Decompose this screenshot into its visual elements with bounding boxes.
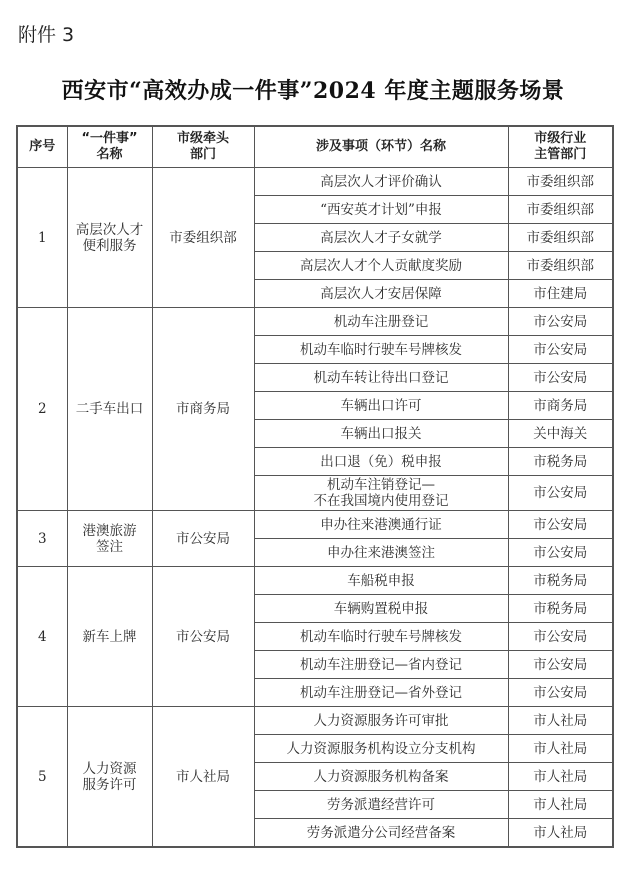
industry-dept: 市委组织部 — [508, 252, 613, 280]
industry-dept: 市税务局 — [508, 567, 613, 595]
group-lead-dept: 市公安局 — [152, 567, 254, 707]
matter-item: 车船税申报 — [254, 567, 508, 595]
matter-item: 人力资源服务机构备案 — [254, 763, 508, 791]
group-lead-dept: 市委组织部 — [152, 168, 254, 308]
industry-dept: 市人社局 — [508, 707, 613, 735]
matter-item: 劳务派遣分公司经营备案 — [254, 819, 508, 848]
table-row — [17, 511, 613, 539]
industry-dept: 市人社局 — [508, 763, 613, 791]
industry-dept: 市商务局 — [508, 392, 613, 420]
group-lead-dept: 市商务局 — [152, 308, 254, 511]
group-lead-dept: 市公安局 — [152, 511, 254, 567]
group-index: 4 — [17, 567, 67, 707]
header-matter-name: “一件事” 名称 — [67, 126, 152, 168]
group-matter-name: 新车上牌 — [67, 567, 152, 707]
industry-dept: 市公安局 — [508, 651, 613, 679]
industry-dept: 市税务局 — [508, 595, 613, 623]
header-items: 涉及事项（环节）名称 — [254, 126, 508, 168]
industry-dept: 市委组织部 — [508, 224, 613, 252]
industry-dept: 市公安局 — [508, 679, 613, 707]
matter-item: 机动车临时行驶车号牌核发 — [254, 336, 508, 364]
matter-item: 机动车转让待出口登记 — [254, 364, 508, 392]
industry-dept: 市公安局 — [508, 308, 613, 336]
matter-item: 车辆购置税申报 — [254, 595, 508, 623]
matter-item: 高层次人才评价确认 — [254, 168, 508, 196]
matter-item: 劳务派遣经营许可 — [254, 791, 508, 819]
group-index: 5 — [17, 707, 67, 848]
industry-dept: 市公安局 — [508, 623, 613, 651]
table-row — [17, 567, 613, 595]
industry-dept: 市委组织部 — [508, 196, 613, 224]
matter-item: 高层次人才安居保障 — [254, 280, 508, 308]
service-scenario-table — [16, 125, 614, 848]
table-row — [17, 168, 613, 196]
group-lead-dept: 市人社局 — [152, 707, 254, 848]
industry-dept: 市公安局 — [508, 511, 613, 539]
matter-item: 机动车临时行驶车号牌核发 — [254, 623, 508, 651]
matter-item: 出口退（免）税申报 — [254, 448, 508, 476]
industry-dept: 市住建局 — [508, 280, 613, 308]
table-header-row — [17, 126, 613, 168]
industry-dept: 市税务局 — [508, 448, 613, 476]
industry-dept: 市公安局 — [508, 336, 613, 364]
matter-item: 机动车注销登记— 不在我国境内使用登记 — [254, 476, 508, 511]
industry-dept: 市委组织部 — [508, 168, 613, 196]
matter-item: “西安英才计划”申报 — [254, 196, 508, 224]
header-lead-dept: 市级牵头 部门 — [152, 126, 254, 168]
matter-item: 机动车注册登记—省外登记 — [254, 679, 508, 707]
industry-dept: 市人社局 — [508, 735, 613, 763]
matter-item: 车辆出口许可 — [254, 392, 508, 420]
header-index: 序号 — [17, 126, 67, 168]
group-matter-name: 港澳旅游 签注 — [67, 511, 152, 567]
industry-dept: 关中海关 — [508, 420, 613, 448]
attachment-label: 附件 3 — [18, 24, 75, 46]
industry-dept: 市公安局 — [508, 364, 613, 392]
header-industry-dept: 市级行业 主管部门 — [508, 126, 613, 168]
group-index: 2 — [17, 308, 67, 511]
matter-item: 人力资源服务机构设立分支机构 — [254, 735, 508, 763]
group-matter-name: 二手车出口 — [67, 308, 152, 511]
table-row — [17, 707, 613, 735]
group-matter-name: 人力资源 服务许可 — [67, 707, 152, 848]
matter-item: 机动车注册登记—省内登记 — [254, 651, 508, 679]
industry-dept: 市公安局 — [508, 539, 613, 567]
matter-item: 高层次人才子女就学 — [254, 224, 508, 252]
table-row — [17, 308, 613, 336]
matter-item: 车辆出口报关 — [254, 420, 508, 448]
matter-item: 申办往来港澳签注 — [254, 539, 508, 567]
matter-item: 申办往来港澳通行证 — [254, 511, 508, 539]
group-index: 3 — [17, 511, 67, 567]
group-index: 1 — [17, 168, 67, 308]
matter-item: 机动车注册登记 — [254, 308, 508, 336]
matter-item: 人力资源服务许可审批 — [254, 707, 508, 735]
industry-dept: 市公安局 — [508, 476, 613, 511]
matter-item: 高层次人才个人贡献度奖励 — [254, 252, 508, 280]
industry-dept: 市人社局 — [508, 791, 613, 819]
industry-dept: 市人社局 — [508, 819, 613, 848]
group-matter-name: 高层次人才 便利服务 — [67, 168, 152, 308]
document-title: 西安市“高效办成一件事”2024 年度主题服务场景 — [61, 78, 565, 104]
